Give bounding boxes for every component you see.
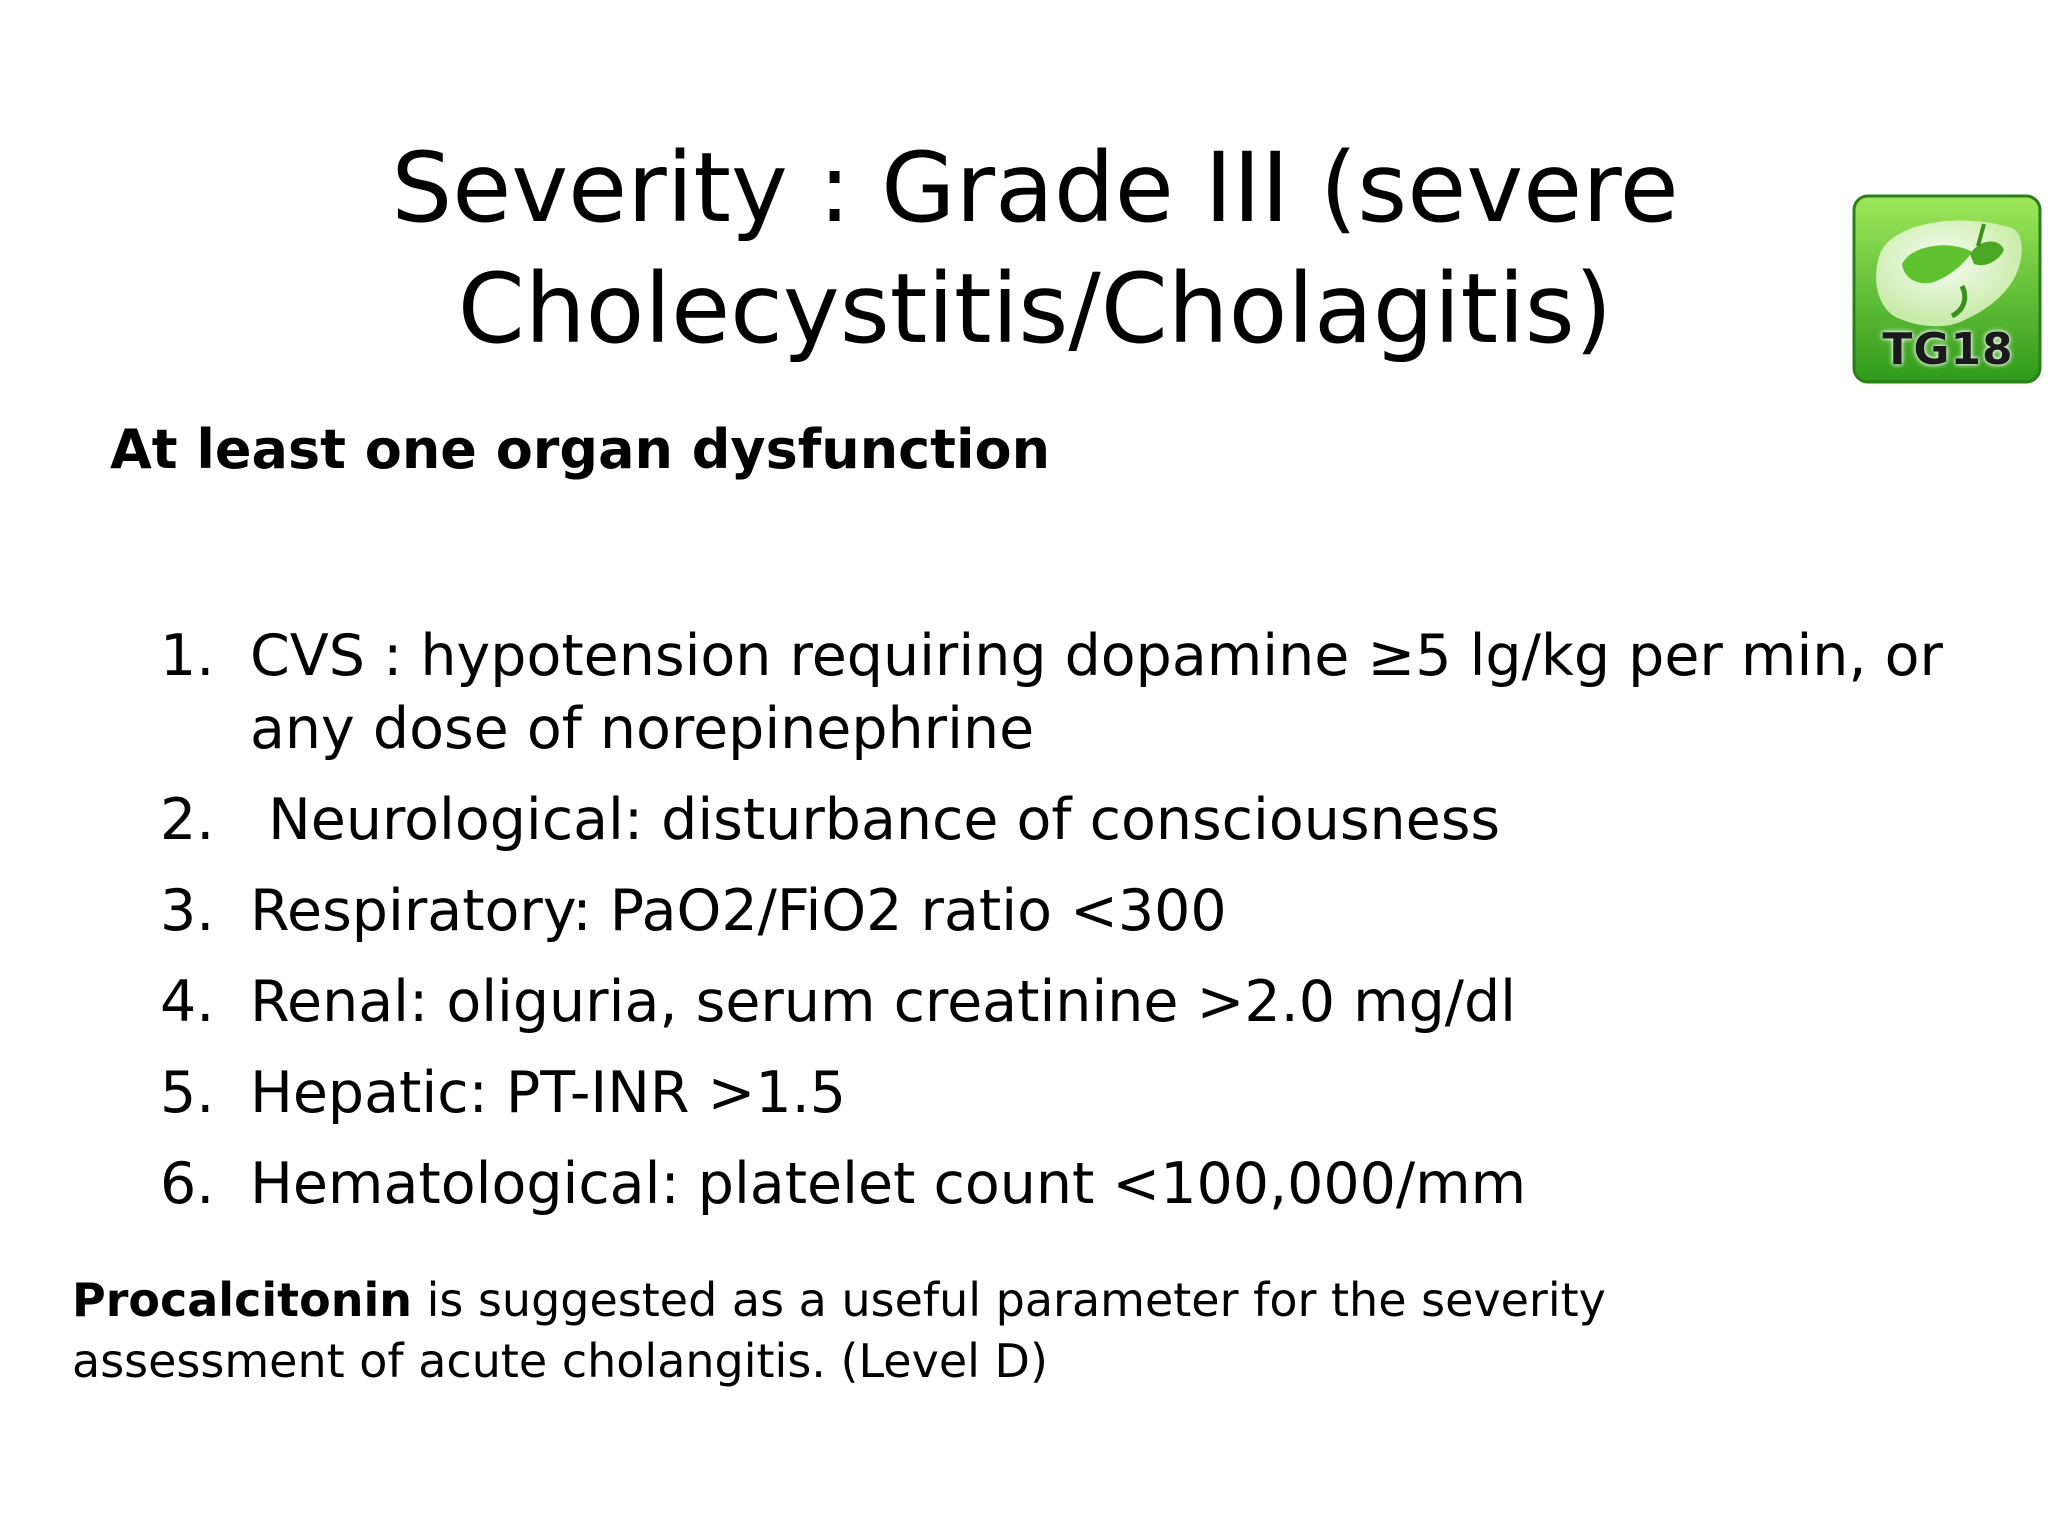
- subtitle: At least one organ dysfunction: [110, 418, 1051, 481]
- criteria-list: [160, 620, 1960, 1239]
- list-number: 6.: [160, 1151, 215, 1217]
- footnote-bold-term: Procalcitonin: [72, 1273, 412, 1327]
- list-item: [160, 784, 1960, 857]
- list-text: Respiratory: PaO2/FiO2 ratio <300: [250, 878, 1227, 944]
- list-number: 5.: [160, 1060, 215, 1126]
- list-text: Renal: oliguria, serum creatinine >2.0 mg/dl: [250, 969, 1517, 1035]
- list-text: CVS : hypotension requiring dopamine ≥5 lg/kg per min, or any dose of norepinephrine: [250, 623, 1943, 762]
- list-text: Neurological: disturbance of consciousness: [250, 787, 1501, 853]
- slide-title: [300, 128, 1770, 370]
- title-line-1: Severity : Grade III (severe: [391, 132, 1679, 244]
- list-number: 4.: [160, 969, 215, 1035]
- list-text: Hepatic: PT-INR >1.5: [250, 1060, 846, 1126]
- footnote-text: is suggested as a useful parameter for the severity assessment of acute cholangitis. (Level D): [72, 1273, 1606, 1388]
- list-text: Hematological: platelet count <100,000/mm: [250, 1151, 1527, 1217]
- list-number: 2.: [160, 787, 215, 853]
- tg18-logo: [1852, 194, 2042, 384]
- list-item: [160, 620, 1960, 766]
- title-line-2: Cholecystitis/Cholagitis): [457, 253, 1613, 365]
- footnote: [72, 1270, 1772, 1392]
- logo-text: TG18: [1882, 324, 2014, 375]
- list-item: [160, 1057, 1960, 1130]
- list-item: [160, 875, 1960, 948]
- list-item: [160, 966, 1960, 1039]
- list-number: 1.: [160, 623, 215, 689]
- list-number: 3.: [160, 878, 215, 944]
- list-item: [160, 1148, 1960, 1221]
